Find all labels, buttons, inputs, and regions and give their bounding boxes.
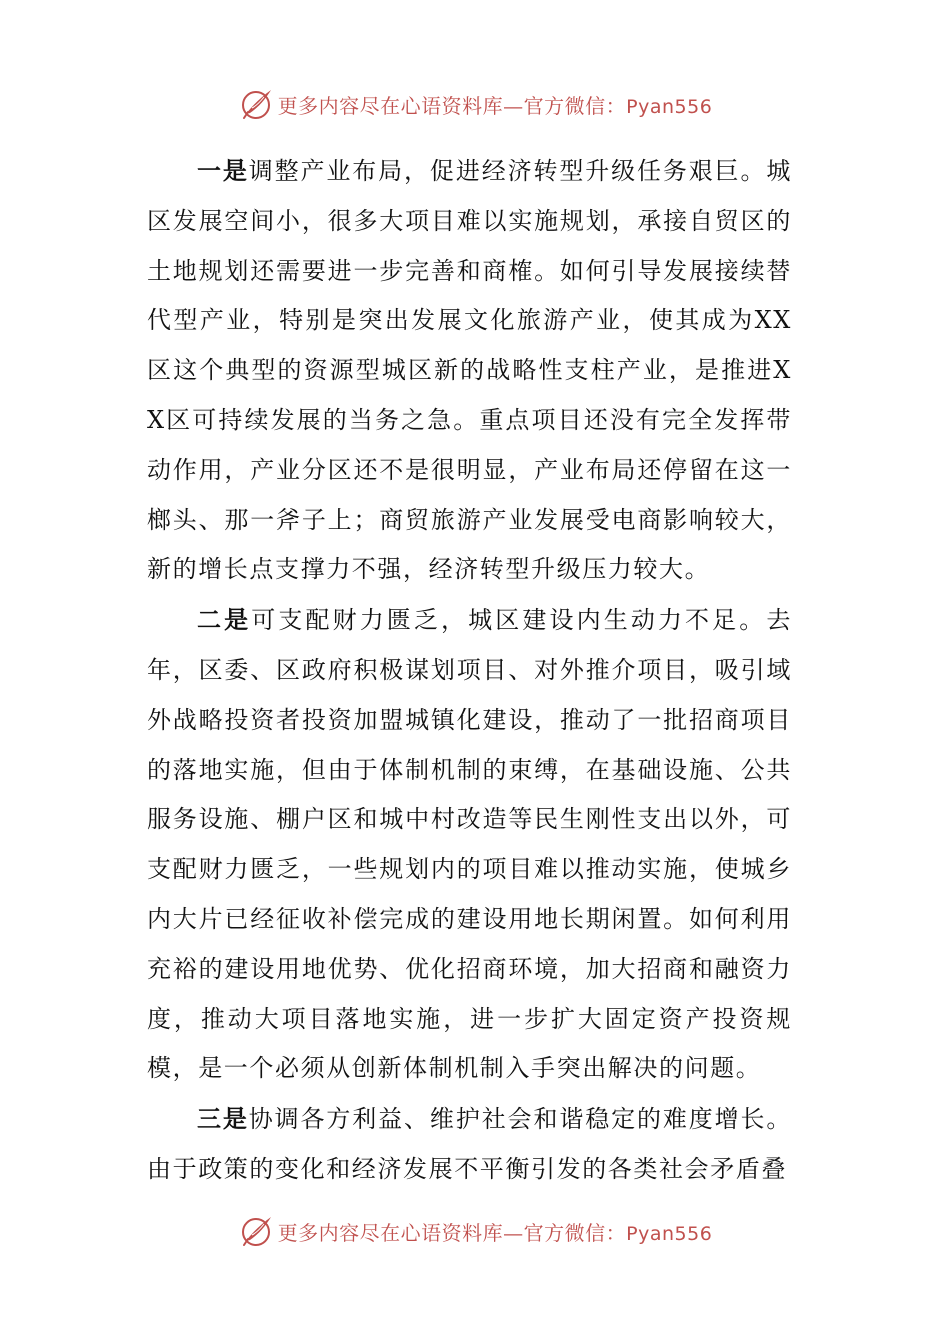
banner-text <box>278 90 713 119</box>
footer-banner <box>0 1211 950 1251</box>
document-body <box>147 146 792 1195</box>
paragraph-lead: 三是 <box>197 1104 249 1134</box>
header-banner <box>0 84 950 124</box>
quill-pen-seal-icon <box>238 86 274 122</box>
banner-caption: 更多内容尽在心语资料库—官方微信： <box>277 1220 627 1245</box>
paragraph-1 <box>147 146 792 595</box>
paragraph-text: 调整产业布局，促进经济转型升级任务艰巨。城区发展空间小，很多大项目难以实施规划，承接自贸区的土地规划还需要进一步完善和商榷。如何引导发展接续替代型产业，特别是突出发展文化旅游产业，使其成为XX区这个典型的资源型城区新的战略性支柱产业，是推进XX区可持续发展的当务之急。重点项目还没有完全发挥带动作用，产业分区还不是很明显，产业布局还停留在这一榔头、那一斧子上；商贸旅游产业发展受电商影响较大，新的增长点支撑力不强，经济转型升级压力较大。 <box>147 157 792 584</box>
quill-pen-seal-icon <box>238 1213 274 1249</box>
banner-text <box>278 1217 713 1246</box>
wechat-id: Pyan556 <box>626 1222 713 1245</box>
wechat-id: Pyan556 <box>626 95 713 118</box>
paragraph-3 <box>147 1094 792 1195</box>
paragraph-lead: 二是 <box>197 605 252 635</box>
paragraph-text: 可支配财力匮乏，城区建设内生动力不足。去年，区委、区政府积极谋划项目、对外推介项目，吸引域外战略投资者投资加盟城镇化建设，推动了一批招商项目的落地实施，但由于体制机制的束缚，在基础设施、公共服务设施、棚户区和城中村改造等民生刚性支出以外，可支配财力匮乏，一些规划内的项目难以推动实施，使城乡内大片已经征收补偿完成的建设用地长期闲置。如何利用充裕的建设用地优势、优化招商环境，加大招商和融资力度，推动大项目落地实施，进一步扩大固定资产投资规模，是一个必须从创新体制机制入手突出解决的问题。 <box>147 606 793 1083</box>
banner-caption: 更多内容尽在心语资料库—官方微信： <box>277 93 627 118</box>
paragraph-2 <box>147 595 792 1094</box>
paragraph-lead: 一是 <box>197 156 249 185</box>
paragraph-text: 协调各方利益、维护社会和谐稳定的难度增长。由于政策的变化和经济发展不平衡引发的各类社会矛盾叠 <box>147 1105 792 1183</box>
